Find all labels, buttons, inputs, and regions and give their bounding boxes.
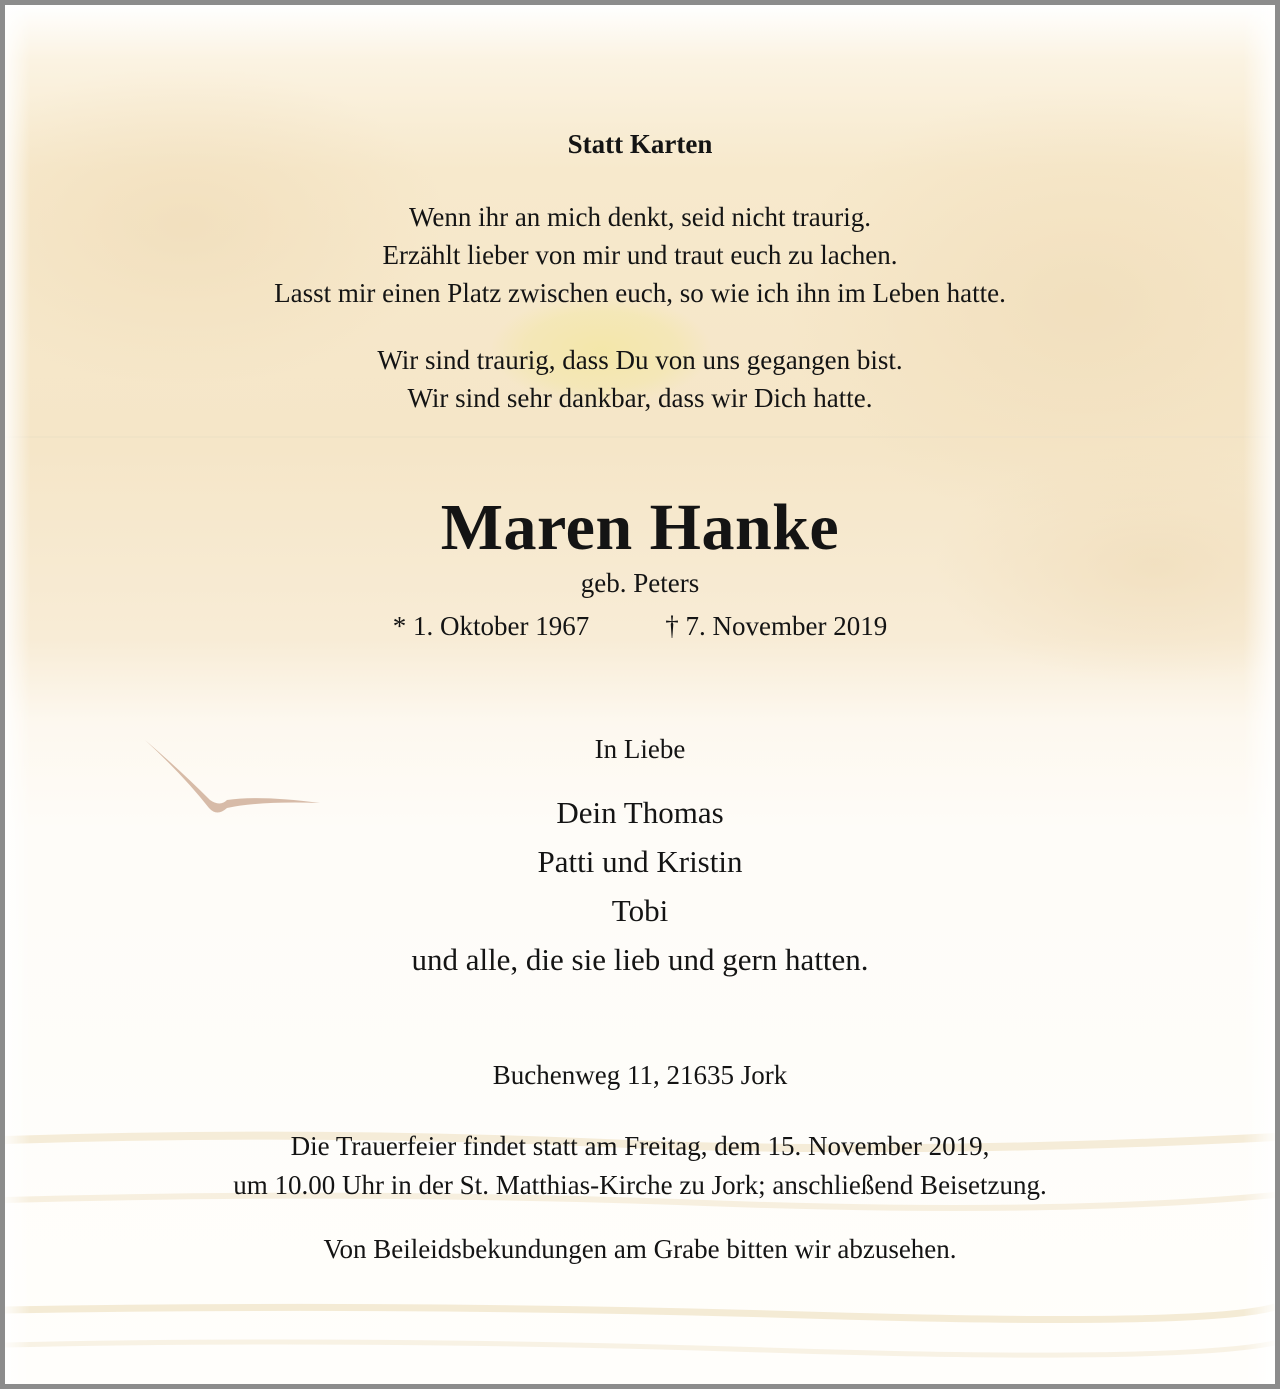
mourner-entry: Dein Thomas	[556, 795, 724, 830]
ceremony-details	[5, 1127, 1275, 1205]
notice-heading: Statt Karten	[567, 129, 713, 159]
birth-date: * 1. Oktober 1967	[392, 611, 590, 641]
death-date: † 7. November 2019	[665, 611, 888, 641]
poem-line: Wenn ihr an mich denkt, seid nicht traurig.	[409, 202, 871, 232]
poem-stanza-2	[5, 341, 1275, 417]
mourner-entry: Patti und Kristin	[537, 844, 743, 879]
mourner-entry: Tobi	[611, 893, 669, 928]
deceased-name: Maren Hanke	[440, 491, 840, 564]
condolence-note: Von Beileidsbekundungen am Grabe bitten wir abzusehen.	[323, 1234, 957, 1264]
mourners-list	[5, 788, 1275, 984]
family-address: Buchenweg 11, 21635 Jork	[492, 1060, 788, 1090]
ceremony-line: um 10.00 Uhr in der St. Matthias-Kirche zu Jork; anschließend Beisetzung.	[233, 1170, 1047, 1200]
poem-line: Lasst mir einen Platz zwischen euch, so wie ich ihn im Leben hatte.	[274, 278, 1006, 308]
poem-stanza-1	[5, 198, 1275, 312]
poem-line: Erzählt lieber von mir und traut euch zu lachen.	[382, 240, 898, 270]
poem-line: Wir sind traurig, dass Du von uns gegangen bist.	[377, 345, 903, 375]
ceremony-line: Die Trauerfeier findet statt am Freitag, dem 15. November 2019,	[290, 1131, 990, 1161]
closing-phrase: In Liebe	[594, 734, 686, 764]
notice-text	[5, 5, 1275, 1384]
birth-name: geb. Peters	[580, 568, 700, 598]
life-dates	[5, 611, 1275, 642]
poem-line: Wir sind sehr dankbar, dass wir Dich hatte.	[407, 383, 873, 413]
mourner-entry: und alle, die sie lieb und gern hatten.	[411, 942, 869, 977]
